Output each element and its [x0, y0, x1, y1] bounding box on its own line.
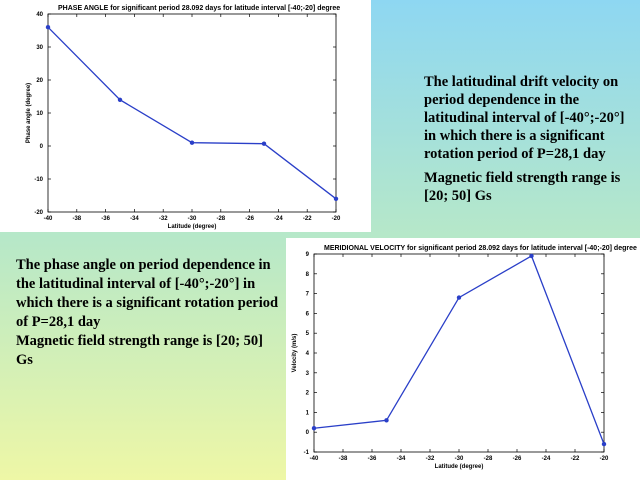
y-tick-label: 3	[305, 370, 309, 377]
phase-angle-chart-panel	[0, 0, 371, 232]
bullet-item	[398, 169, 634, 205]
x-axis-label: Latitude (degree)	[434, 464, 484, 470]
data-point	[190, 141, 194, 145]
x-tick-label: -30	[187, 216, 197, 222]
x-tick-label: -38	[72, 216, 82, 222]
x-tick-label: -28	[216, 216, 226, 222]
y-tick-label: 40	[36, 12, 43, 18]
y-tick-label: 5	[305, 331, 309, 338]
data-point	[602, 442, 606, 446]
y-axis-label: Phase angle (degree)	[26, 82, 32, 144]
y-tick-label: -10	[34, 177, 43, 183]
meridional-velocity-chart-panel	[286, 238, 640, 480]
chart-title: MERIDIONAL VELOCITY for significant period 28.092 days for latitude interval [-40;-20] degree	[324, 245, 637, 252]
x-tick-label: -20	[331, 216, 341, 222]
x-axis-label: Latitude (degree)	[167, 224, 217, 230]
data-point	[46, 25, 50, 29]
bullet-item	[6, 256, 280, 332]
series-line	[48, 27, 336, 199]
x-tick-label: -38	[338, 456, 348, 462]
x-tick-label: -28	[483, 456, 493, 462]
data-point	[384, 418, 388, 422]
data-point	[118, 98, 122, 102]
y-tick-label: 8	[305, 271, 309, 278]
y-tick-label: 30	[36, 45, 43, 51]
left-bullet-list	[6, 256, 280, 370]
x-tick-label: -34	[396, 456, 406, 462]
x-tick-label: -40	[43, 216, 53, 222]
data-point	[457, 295, 461, 299]
series-line	[314, 256, 604, 444]
y-tick-label: -1	[303, 450, 309, 456]
y-tick-label: 0	[39, 144, 43, 150]
x-tick-label: -24	[274, 216, 283, 222]
x-tick-label: -22	[302, 216, 312, 222]
x-tick-label: -32	[425, 456, 435, 462]
bullet-text: The phase angle on period dependence in the latitudinal interval of [-40°;-20°] in which there is a significant rotation period of P=28,1 day	[16, 257, 279, 330]
y-tick-label: 2	[305, 390, 309, 397]
x-tick-label: -26	[512, 456, 522, 462]
y-tick-label: 20	[36, 78, 43, 84]
phase-angle-chart	[0, 0, 371, 232]
x-tick-label: -24	[541, 456, 551, 462]
x-tick-label: -36	[101, 216, 110, 222]
bullet-text: Magnetic field strength range is [20; 50] Gs	[16, 333, 263, 368]
y-tick-label: 6	[305, 311, 309, 318]
y-tick-label: 9	[305, 252, 309, 258]
data-point	[529, 254, 533, 258]
x-tick-label: -20	[599, 456, 609, 462]
right-bullet-list	[398, 73, 634, 211]
y-tick-label: -20	[34, 210, 43, 216]
bullet-text: The latitudinal drift velocity on period dependence in the latitudinal interval of [-40°;-20°] in which there is a significant rotation period of P=28,1 day	[424, 74, 625, 162]
x-tick-label: -36	[367, 456, 377, 462]
data-point	[262, 141, 266, 145]
x-tick-label: -32	[158, 216, 168, 222]
plot-frame	[48, 14, 336, 212]
data-point	[334, 197, 338, 201]
y-tick-label: 4	[305, 351, 309, 357]
y-axis-label: Velocity (m/s)	[292, 333, 298, 373]
y-tick-label: 10	[36, 111, 43, 117]
x-tick-label: -30	[454, 456, 464, 462]
bullet-text: Magnetic field strength range is [20; 50] Gs	[424, 170, 621, 204]
meridional-velocity-chart	[286, 238, 640, 480]
x-tick-label: -34	[130, 216, 139, 222]
x-tick-label: -22	[570, 456, 580, 462]
plot-frame	[314, 254, 604, 452]
x-tick-label: -26	[245, 216, 254, 222]
chart-title: PHASE ANGLE for significant period 28.092 days for latitude interval [-40;-20] degree	[58, 5, 341, 12]
data-point	[312, 426, 316, 430]
y-tick-label: 1	[305, 410, 309, 417]
y-tick-label: 7	[305, 291, 309, 298]
bullet-item	[398, 73, 634, 163]
bullet-item	[6, 332, 280, 370]
y-tick-label: 0	[305, 430, 309, 437]
x-tick-label: -40	[309, 456, 319, 462]
